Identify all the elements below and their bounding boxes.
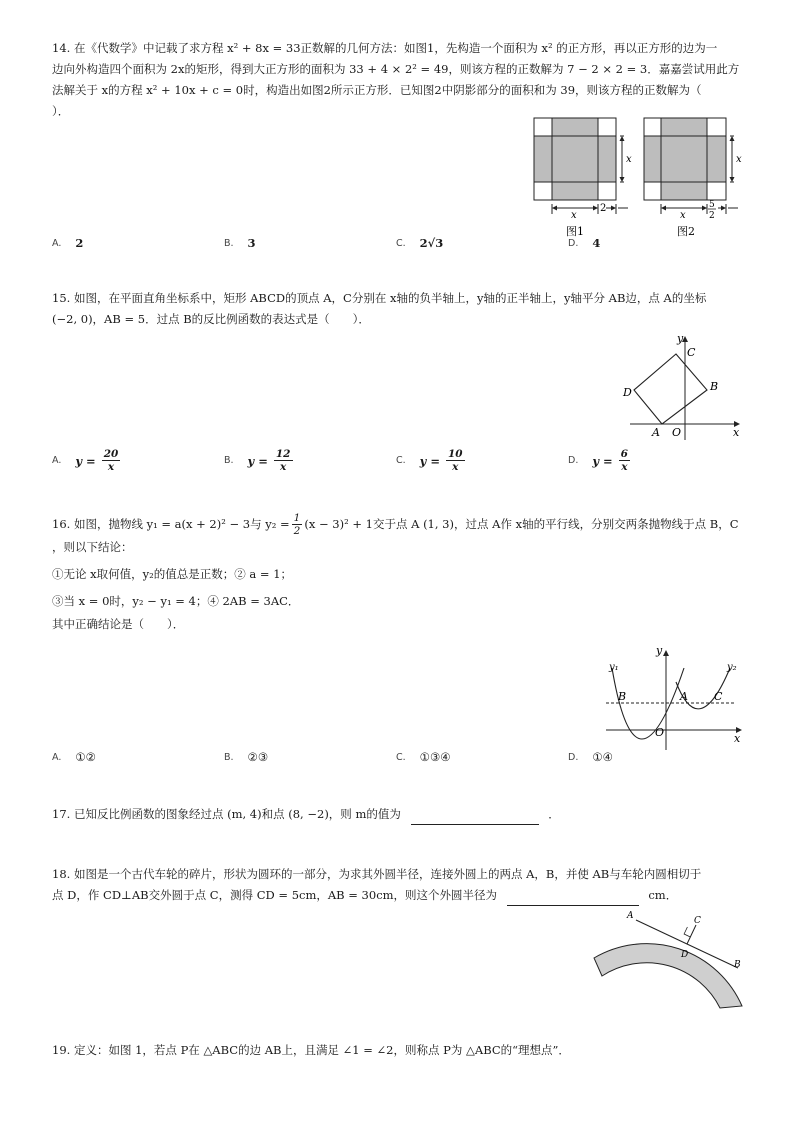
option-d[interactable]: [568, 236, 600, 250]
question-16-line-3: ①无论 x取何值，y₂的值总是正数；② a = 1；: [52, 567, 293, 581]
option-d[interactable]: [568, 448, 630, 473]
q16-axis-y-label: y: [656, 644, 663, 657]
option-a-numerator: 20: [103, 448, 119, 460]
fig2-fraction-numerator: 5: [709, 200, 715, 210]
question-17-end: ．: [548, 807, 560, 821]
q16-point-a-label: A: [680, 690, 688, 703]
option-b-prefix: y =: [247, 453, 268, 468]
option-c[interactable]: [396, 448, 465, 473]
option-b[interactable]: [224, 448, 293, 473]
option-d[interactable]: [568, 750, 613, 764]
question-18-unit: cm．: [648, 888, 678, 902]
question-18: [52, 864, 742, 906]
q16-point-b-label: B: [618, 690, 627, 703]
q16-origin-label: O: [655, 726, 665, 739]
option-b-value: ②③: [247, 750, 269, 764]
figure-2: [644, 118, 742, 238]
option-a-value: ①②: [75, 750, 96, 764]
question-14-figures: [528, 112, 748, 240]
option-a-fraction: [102, 448, 121, 473]
option-d-value: 4: [592, 236, 601, 250]
question-18-figure: [588, 902, 748, 1012]
option-a-value: 2: [75, 236, 84, 250]
question-15-options: [52, 448, 742, 478]
option-d-denominator: x: [621, 461, 628, 473]
q16-axis-x-label: x: [734, 732, 741, 745]
option-d-label: D.: [568, 455, 579, 466]
question-16-half-denominator: 2: [293, 525, 301, 537]
option-b-denominator: x: [280, 461, 287, 473]
option-c-label: C.: [396, 751, 406, 763]
option-d-value: ①④: [592, 750, 613, 764]
q15-point-b-label: B: [710, 380, 719, 393]
question-16-line-1: [52, 512, 742, 537]
q18-point-c-label: C: [694, 916, 701, 926]
q15-origin-label: O: [672, 426, 682, 439]
question-14-line-3: 法解关于 x的方程 x² + 10x + c = 0时，构造出如图2所示正方形．已知图2中阴影部分的面积和为 39，则该方程的正数解为（: [52, 83, 702, 97]
option-b[interactable]: [224, 750, 268, 764]
option-a-label: A.: [52, 455, 62, 466]
question-15-line-1: 15. 如图，在平面直角坐标系中，矩形 ABCD的顶点 A，C分别在 x轴的负半轴上，y轴的正半轴上，y轴平分 AB边，点 A的坐标: [52, 291, 707, 305]
fig2-fraction-denominator: 2: [709, 211, 715, 221]
question-16-half-fraction: [292, 512, 303, 537]
question-15-line-2: (−2, 0)，AB = 5．过点 B的反比例函数的表达式是（ ）．: [52, 312, 370, 326]
figure-1: [534, 118, 632, 238]
q15-axis-y-label: y: [677, 332, 684, 345]
question-17: [52, 804, 742, 825]
fig2-caption: 图2: [677, 225, 695, 238]
question-15: [52, 288, 742, 330]
question-14: [52, 38, 742, 122]
question-15-figure: [610, 330, 750, 445]
option-a-denominator: x: [107, 461, 115, 473]
option-d-label: D.: [568, 751, 579, 763]
option-d-label: D.: [568, 237, 579, 249]
question-17-text: 17. 已知反比例函数的图象经过点 (m, 4)和点 (8, −2)，则 m的值为: [52, 807, 401, 821]
option-c[interactable]: [396, 236, 443, 250]
question-17-line: [52, 804, 742, 825]
option-c-numerator: 10: [447, 448, 463, 460]
q15-axis-x-label: x: [733, 426, 740, 439]
question-18-line-1: 18. 如图是一个古代车轮的碎片，形状为圆环的一部分，为求其外圆半径，连接外圆上的两点 A，B，并使 AB与车轮内圆相切于: [52, 867, 702, 881]
option-c-label: C.: [396, 455, 406, 466]
question-16-figure: [600, 640, 750, 752]
fig2-x-horizontal-label: x: [680, 210, 686, 221]
question-16-line-1-end: (x − 3)² + 1交于点 A (1, 3)，过点 A作 x轴的平行线，分别交两条抛物线于点 B，C: [304, 517, 739, 531]
fig1-x-horizontal-label: x: [571, 210, 577, 221]
question-16-line-1-start: 16. 如图，抛物线 y₁ = a(x + 2)² − 3与 y₂ =: [52, 517, 290, 531]
option-a-prefix: y =: [75, 453, 96, 468]
question-16-half-numerator: 1: [293, 512, 301, 524]
option-a[interactable]: [52, 236, 83, 250]
question-14-options: [52, 236, 742, 260]
option-c-value: 2√3: [419, 236, 444, 250]
question-16: [52, 512, 742, 635]
option-a-label: A.: [52, 751, 62, 763]
option-b-label: B.: [224, 455, 234, 466]
option-c-value: ①③④: [419, 750, 451, 764]
question-16-line-4: ③当 x = 0时，y₂ − y₁ = 4；④ 2AB = 3AC．: [52, 594, 300, 608]
option-d-numerator: 6: [620, 448, 628, 460]
fig1-x-vertical-label: x: [626, 154, 632, 165]
option-c[interactable]: [396, 750, 451, 764]
option-d-fraction: [619, 448, 630, 473]
option-a-label: A.: [52, 237, 62, 249]
q16-curve-y2-label: y₂: [727, 662, 737, 673]
option-c-label: C.: [396, 237, 406, 249]
question-14-line-4: ）．: [52, 104, 70, 118]
q16-curve-y1-label: y₁: [609, 662, 619, 673]
q15-point-a-label: A: [652, 426, 660, 439]
question-16-options: [52, 750, 742, 774]
question-17-answer-blank[interactable]: [411, 810, 539, 825]
question-14-line-1: 14. 在《代数学》中记载了求方程 x² + 8x = 33正数解的几何方法：如图1，先构造一个面积为 x² 的正方形，再以正方形的边为一: [52, 41, 718, 55]
option-d-prefix: y =: [592, 453, 613, 468]
option-b[interactable]: [224, 236, 256, 250]
q15-point-c-label: C: [687, 346, 696, 359]
option-a[interactable]: [52, 750, 96, 764]
question-19-line: 19. 定义：如图 1，若点 P在 △ABC的边 AB上，且满足 ∠1 = ∠2，则称点 P为 △ABC的“理想点”．: [52, 1043, 570, 1057]
fig1-caption: 图1: [566, 225, 584, 238]
question-16-line-2: ，则以下结论：: [52, 540, 133, 554]
q15-point-d-label: D: [623, 386, 632, 399]
option-b-label: B.: [224, 751, 234, 763]
fig2-x-vertical-label: x: [736, 154, 742, 165]
q16-point-c-label: C: [714, 690, 723, 703]
option-b-numerator: 12: [275, 448, 291, 460]
q18-point-a-label: A: [627, 911, 634, 921]
q18-point-d-label: D: [681, 950, 689, 960]
fig1-width-2-label: 2: [600, 203, 607, 214]
option-c-prefix: y =: [419, 453, 440, 468]
question-18-line-2-text: 点 D，作 CD⊥AB交外圆于点 C，测得 CD = 5cm，AB = 30cm，则这个外圆半径为: [52, 888, 498, 902]
option-b-value: 3: [247, 236, 256, 250]
option-a[interactable]: [52, 448, 120, 473]
option-b-label: B.: [224, 237, 234, 249]
question-16-line-5: 其中正确结论是（ ）．: [52, 617, 185, 631]
option-b-fraction: [274, 448, 293, 473]
question-14-line-2: 边向外构造四个面积为 2x的矩形，得到大正方形的面积为 33 + 4 × 2² = 49，则该方程的正数解为 7 − 2 × 2 = 3．嘉嘉尝试用此方: [52, 62, 740, 76]
question-19: [52, 1040, 742, 1061]
option-c-fraction: [446, 448, 465, 473]
q18-point-b-label: B: [734, 960, 741, 970]
option-c-denominator: x: [452, 461, 459, 473]
